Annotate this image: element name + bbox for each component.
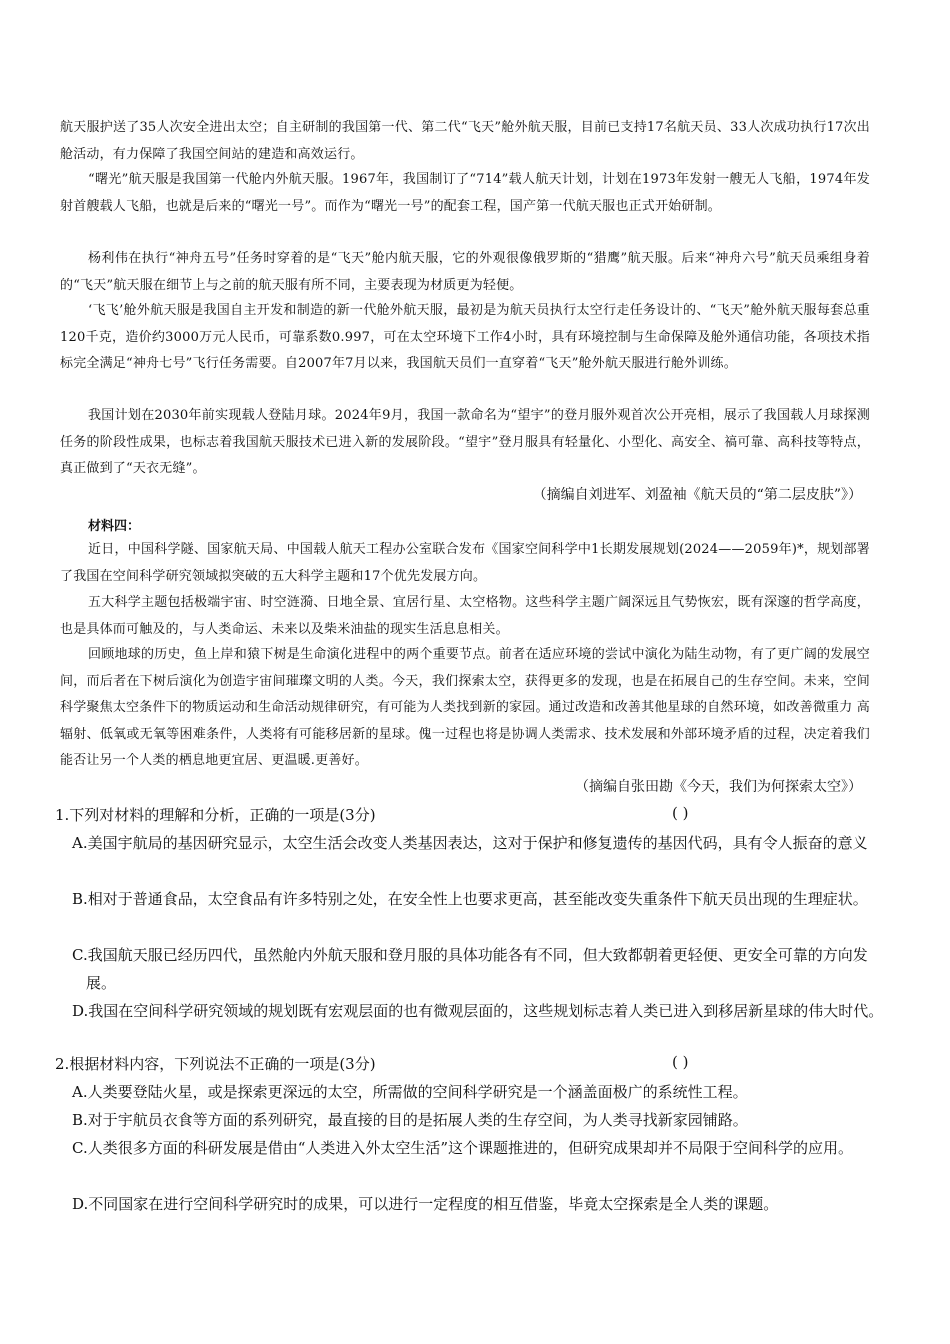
material3-source: （摘编自刘进军、刘盈袖《航天员的“第二层皮肤”》） xyxy=(532,487,862,503)
question-1-option-d[interactable] xyxy=(72,997,884,1025)
option-letter: D. xyxy=(72,1002,89,1020)
material3-paragraph-2: “曙光”航天服是我国第一代舱内外航天服。1967年，我国制订了“714”载人航天计划，计划在1973年发射一艘无人飞船，1974年发射首艘载人飞船，也就是后来的“曙光一号”。而作为“曙光一号”的配套工程，国产第一代航天服也正式开始研制。 xyxy=(60,172,870,214)
option-text: 人类要登陆火星，或是探索更深远的太空，所需做的空间科学研究是一个涵盖面极广的系统性工程。 xyxy=(87,1083,748,1101)
option-text: 相对于普通食品，太空食品有许多特别之处，在安全性上也要求更高，甚至能改变失重条件下航天员出现的生理症状。 xyxy=(87,890,868,908)
option-text: 人类很多方面的科研发展是借由“人类进入外太空生活”这个课题推进的，但研究成果却并不局限于空间科学的应用。 xyxy=(87,1139,854,1157)
option-letter: B. xyxy=(72,1111,88,1129)
option-text: 我国航天服已经历四代，虽然舱内外航天服和登月服的具体功能各有不同，但大致都朝着更轻便、更安全可靠的方向发展。 xyxy=(86,946,868,992)
question-2-answer-blank[interactable]: ( ) xyxy=(672,1053,689,1071)
question-1-stem: 1.下列对材料的理解和分析，正确的一项是(3分) xyxy=(55,806,376,824)
material4-paragraph-2: 五大科学主题包括极端宇宙、时空涟漪、日地全景、宜居行星、太空格物。这些科学主题广阔深远且气势恢宏，既有深邃的哲学高度，也是具体而可触及的，与人类命运、未来以及柴米油盐的现实生活息息相关。 xyxy=(60,595,870,637)
option-letter: A. xyxy=(72,834,88,852)
material3-paragraph-3: 杨利伟在执行“神舟五号”任务时穿着的是“飞天”舱内航天服，它的外观很像俄罗斯的“猎鹰”航天服。后来“神舟六号”航天员乘组身着的“飞天”航天服在细节上与之前的航天服有所不同，主要表现为材质更为轻便。 xyxy=(60,251,870,293)
material4-source: （摘编自张田勘《今天，我们为何探索太空》） xyxy=(575,779,862,795)
material4-paragraph-3: 回顾地球的历史，鱼上岸和猿下树是生命演化进程中的两个重要节点。前者在适应环境的尝试中演化为陆生动物，有了更广阔的发展空间，而后者在下树后演化为创造宇宙间璀璨文明的人类。今天，我们探索太空，获得更多的发现，也是在拓展自己的生存空间。未来，空间科学聚焦太空条件下的物质运动和生命活动规律研究，有可能为人类找到新的家园。通过改造和改善其他星球的自然环境，如改善微重力 高辐射、低氧或无氧等困难条件，人类将有可能移居新的星球。傀一过程也将是协调人类需求、技术发展和外部环境矛盾的过程，决定着我们能否让另一个人类的栖息地更宜居、更温暖.更善好。 xyxy=(60,647,870,768)
question-2-option-a[interactable] xyxy=(72,1078,884,1106)
question-2-option-d[interactable] xyxy=(72,1190,884,1218)
material4-paragraph-1: 近日，中国科学隧、国家航天局、中国载人航天工程办公室联合发布《国家空间科学中1长期发展规划(2024——2059年)*，规划部署了我国在空间科学研究领域拟突破的五大科学主题和17个优先发展方向。 xyxy=(60,542,870,584)
question-1-answer-blank[interactable]: ( ) xyxy=(672,804,689,822)
material3-paragraph-4: ‘飞飞’舱外航天服是我国自主开发和制造的新一代舱外航天服，最初是为航天员执行太空行走任务设计的、“飞天”舱外航天服每套总重120千克，造价约3000万元人民币，可靠系数0.997，可在太空环境下工作4小时，具有环境控制与生命保障及舱外通信功能，各项技术指标完全满足“神舟七号”飞行任务需要。自2007年7月以来，我国航天员们一直穿着“飞天”舱外航天服进行舱外训练。 xyxy=(60,303,870,371)
option-letter: D. xyxy=(72,1195,89,1213)
question-2-stem: 2.根据材料内容，下列说法不正确的一项是(3分) xyxy=(55,1055,376,1073)
option-letter: C. xyxy=(72,1139,88,1157)
question-1-option-a[interactable] xyxy=(72,829,884,857)
question-1-option-b[interactable] xyxy=(72,885,884,913)
option-text: 我国在空间科学研究领域的规划既有宏观层面的也有微观层面的，这些规划标志着人类已进入到移居新星球的伟大时代。 xyxy=(88,1002,884,1020)
material4-heading: 材料四： xyxy=(88,519,141,534)
option-letter: A. xyxy=(72,1083,88,1101)
question-2-option-b[interactable] xyxy=(72,1106,884,1134)
option-text: 美国宇航局的基因研究显示，太空生活会改变人类基因表达，这对于保护和修复遗传的基因代码，具有令人振奋的意义 xyxy=(87,834,868,852)
material3-paragraph-1: 航天服护送了35人次安全进出太空；自主研制的我国第一代、第二代“飞天”舱外航天服，目前已支持17名航天员、33人次成功执行17次出舱活动，有力保障了我国空间站的建造和高效运行。 xyxy=(60,120,870,162)
question-2-option-c[interactable] xyxy=(72,1134,884,1162)
option-letter: B. xyxy=(72,890,88,908)
option-text: 不同国家在进行空间科学研究时的成果，可以进行一定程度的相互借鉴，毕竟太空探索是全人类的课题。 xyxy=(88,1195,779,1213)
option-text: 对于宇航员衣食等方面的系列研究，最直接的目的是拓展人类的生存空间，为人类寻找新家园铺路。 xyxy=(87,1111,748,1129)
material3-paragraph-5: 我国计划在2030年前实现载人登陆月球。2024年9月，我国一款命名为“望宇”的登月服外观首次公开亮相，展示了我国载人月球探测任务的阶段性成果，也标志着我国航天服技术已进入新的发展阶段。“望宇”登月服具有轻量化、小型化、高安全、禞可靠、高科技等特点，真正做到了“天衣无缝”。 xyxy=(60,408,870,476)
question-1-option-c[interactable] xyxy=(72,941,884,997)
option-letter: C. xyxy=(72,946,88,964)
